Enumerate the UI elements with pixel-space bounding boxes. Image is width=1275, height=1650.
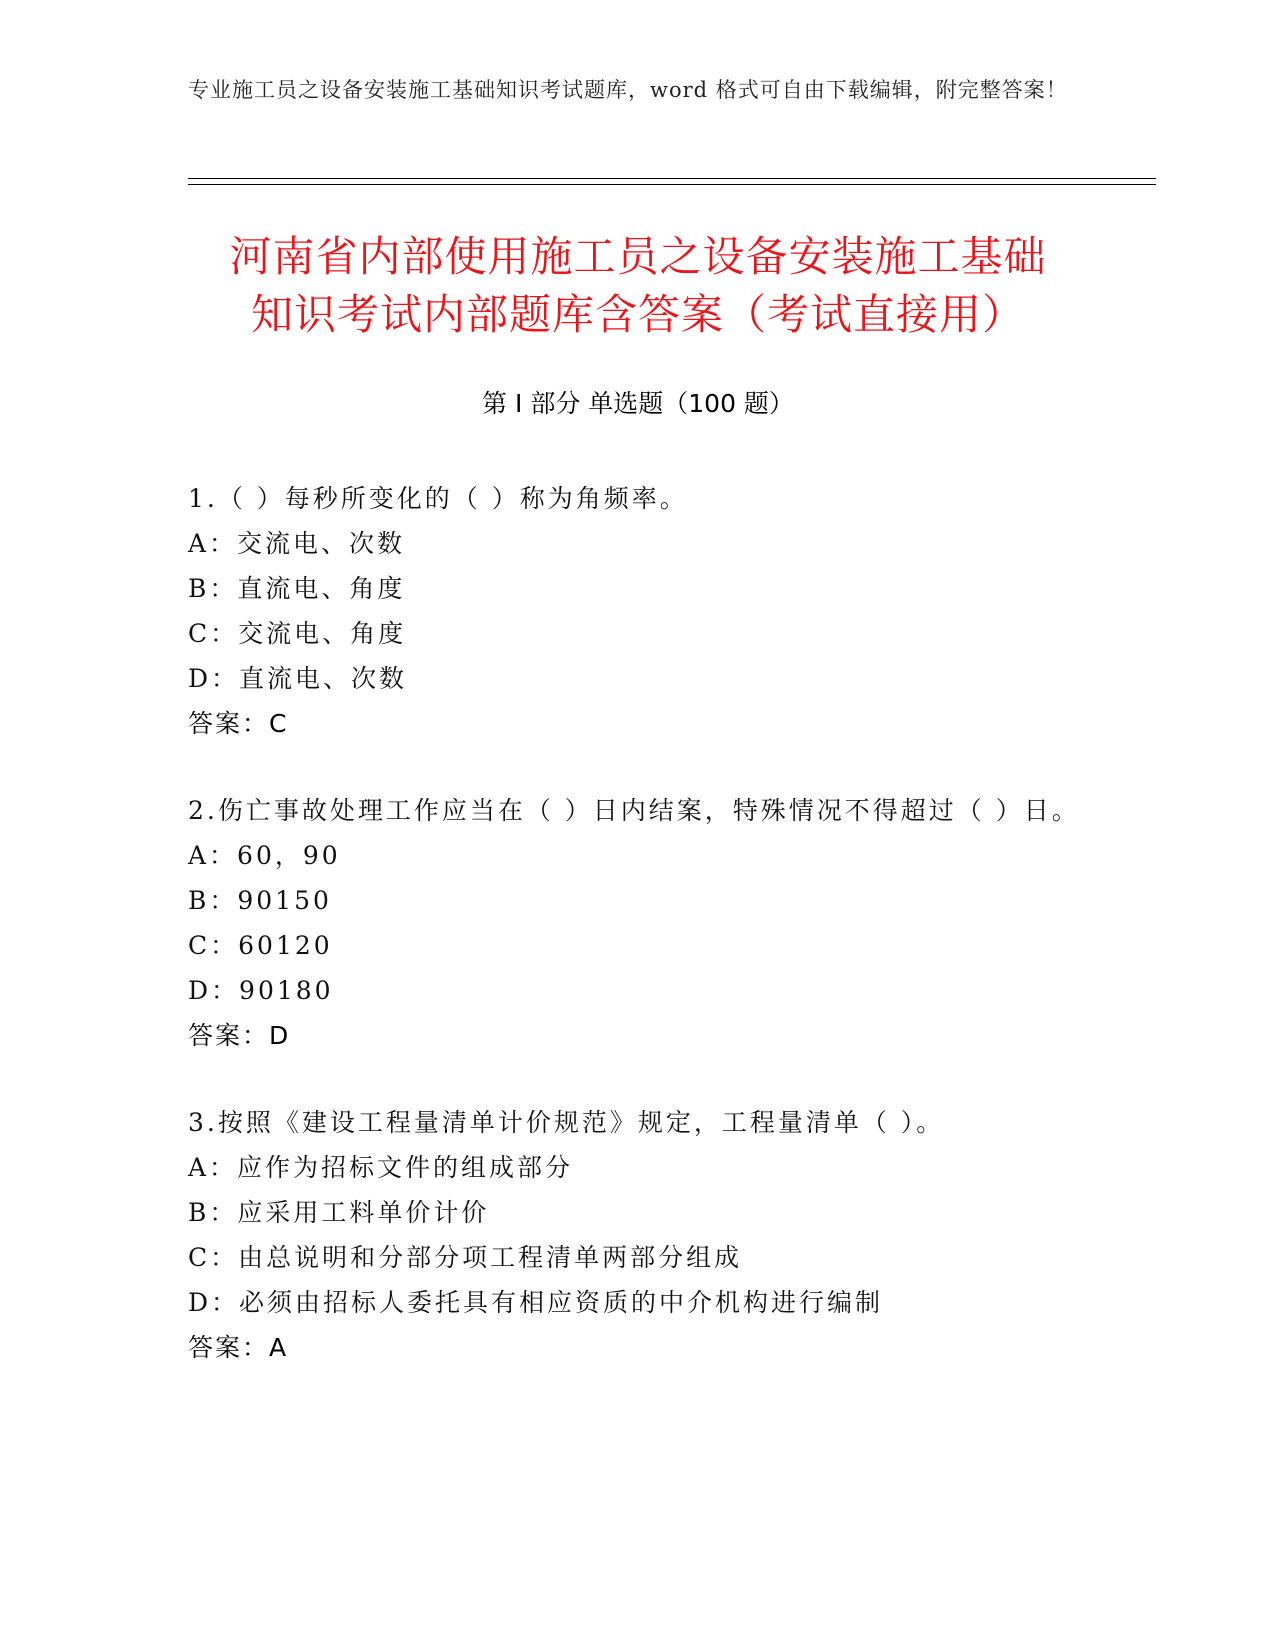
option-d: D：直流电、次数	[188, 664, 408, 693]
answer: 答案：A	[188, 1333, 289, 1362]
header-note: 专业施工员之设备安装施工基础知识考试题库，word 格式可自由下载编辑，附完整答案！	[188, 78, 1068, 102]
answer: 答案：C	[188, 709, 289, 738]
option-b: B：90150	[188, 886, 332, 915]
option-a: A：交流电、次数	[188, 529, 406, 558]
title-line-2: 知识考试内部题库含答案（考试直接用）	[250, 290, 1025, 339]
option-b: B：应采用工料单价计价	[188, 1198, 490, 1227]
option-c: C：交流电、角度	[188, 619, 407, 648]
question-2	[188, 788, 1088, 1058]
question-stem: 3.按照《建设工程量清单计价规范》规定，工程量清单（ ）。	[188, 1108, 945, 1137]
option-d: D：必须由招标人委托具有相应资质的中介机构进行编制	[188, 1288, 884, 1317]
question-list	[188, 476, 1088, 1412]
option-c: C：由总说明和分部分项工程清单两部分组成	[188, 1243, 743, 1272]
option-d: D：90180	[188, 976, 334, 1005]
header-divider-bottom	[188, 184, 1156, 185]
question-1	[188, 476, 1088, 746]
option-a: A：应作为招标文件的组成部分	[188, 1153, 574, 1182]
question-3	[188, 1100, 1088, 1370]
option-c: C：60120	[188, 931, 333, 960]
header-divider-top	[188, 178, 1156, 179]
document-title	[188, 228, 1088, 344]
question-stem: 1.（ ）每秒所变化的（ ）称为角频率。	[188, 484, 688, 513]
option-b: B：直流电、角度	[188, 574, 406, 603]
answer: 答案：D	[188, 1021, 291, 1050]
question-stem: 2.伤亡事故处理工作应当在（ ）日内结案，特殊情况不得超过（ ）日。	[188, 796, 1080, 825]
option-a: A：60，90	[188, 841, 341, 870]
title-line-1: 河南省内部使用施工员之设备安装施工基础	[229, 232, 1047, 281]
section-title: 第 I 部分 单选题（100 题）	[482, 389, 794, 418]
